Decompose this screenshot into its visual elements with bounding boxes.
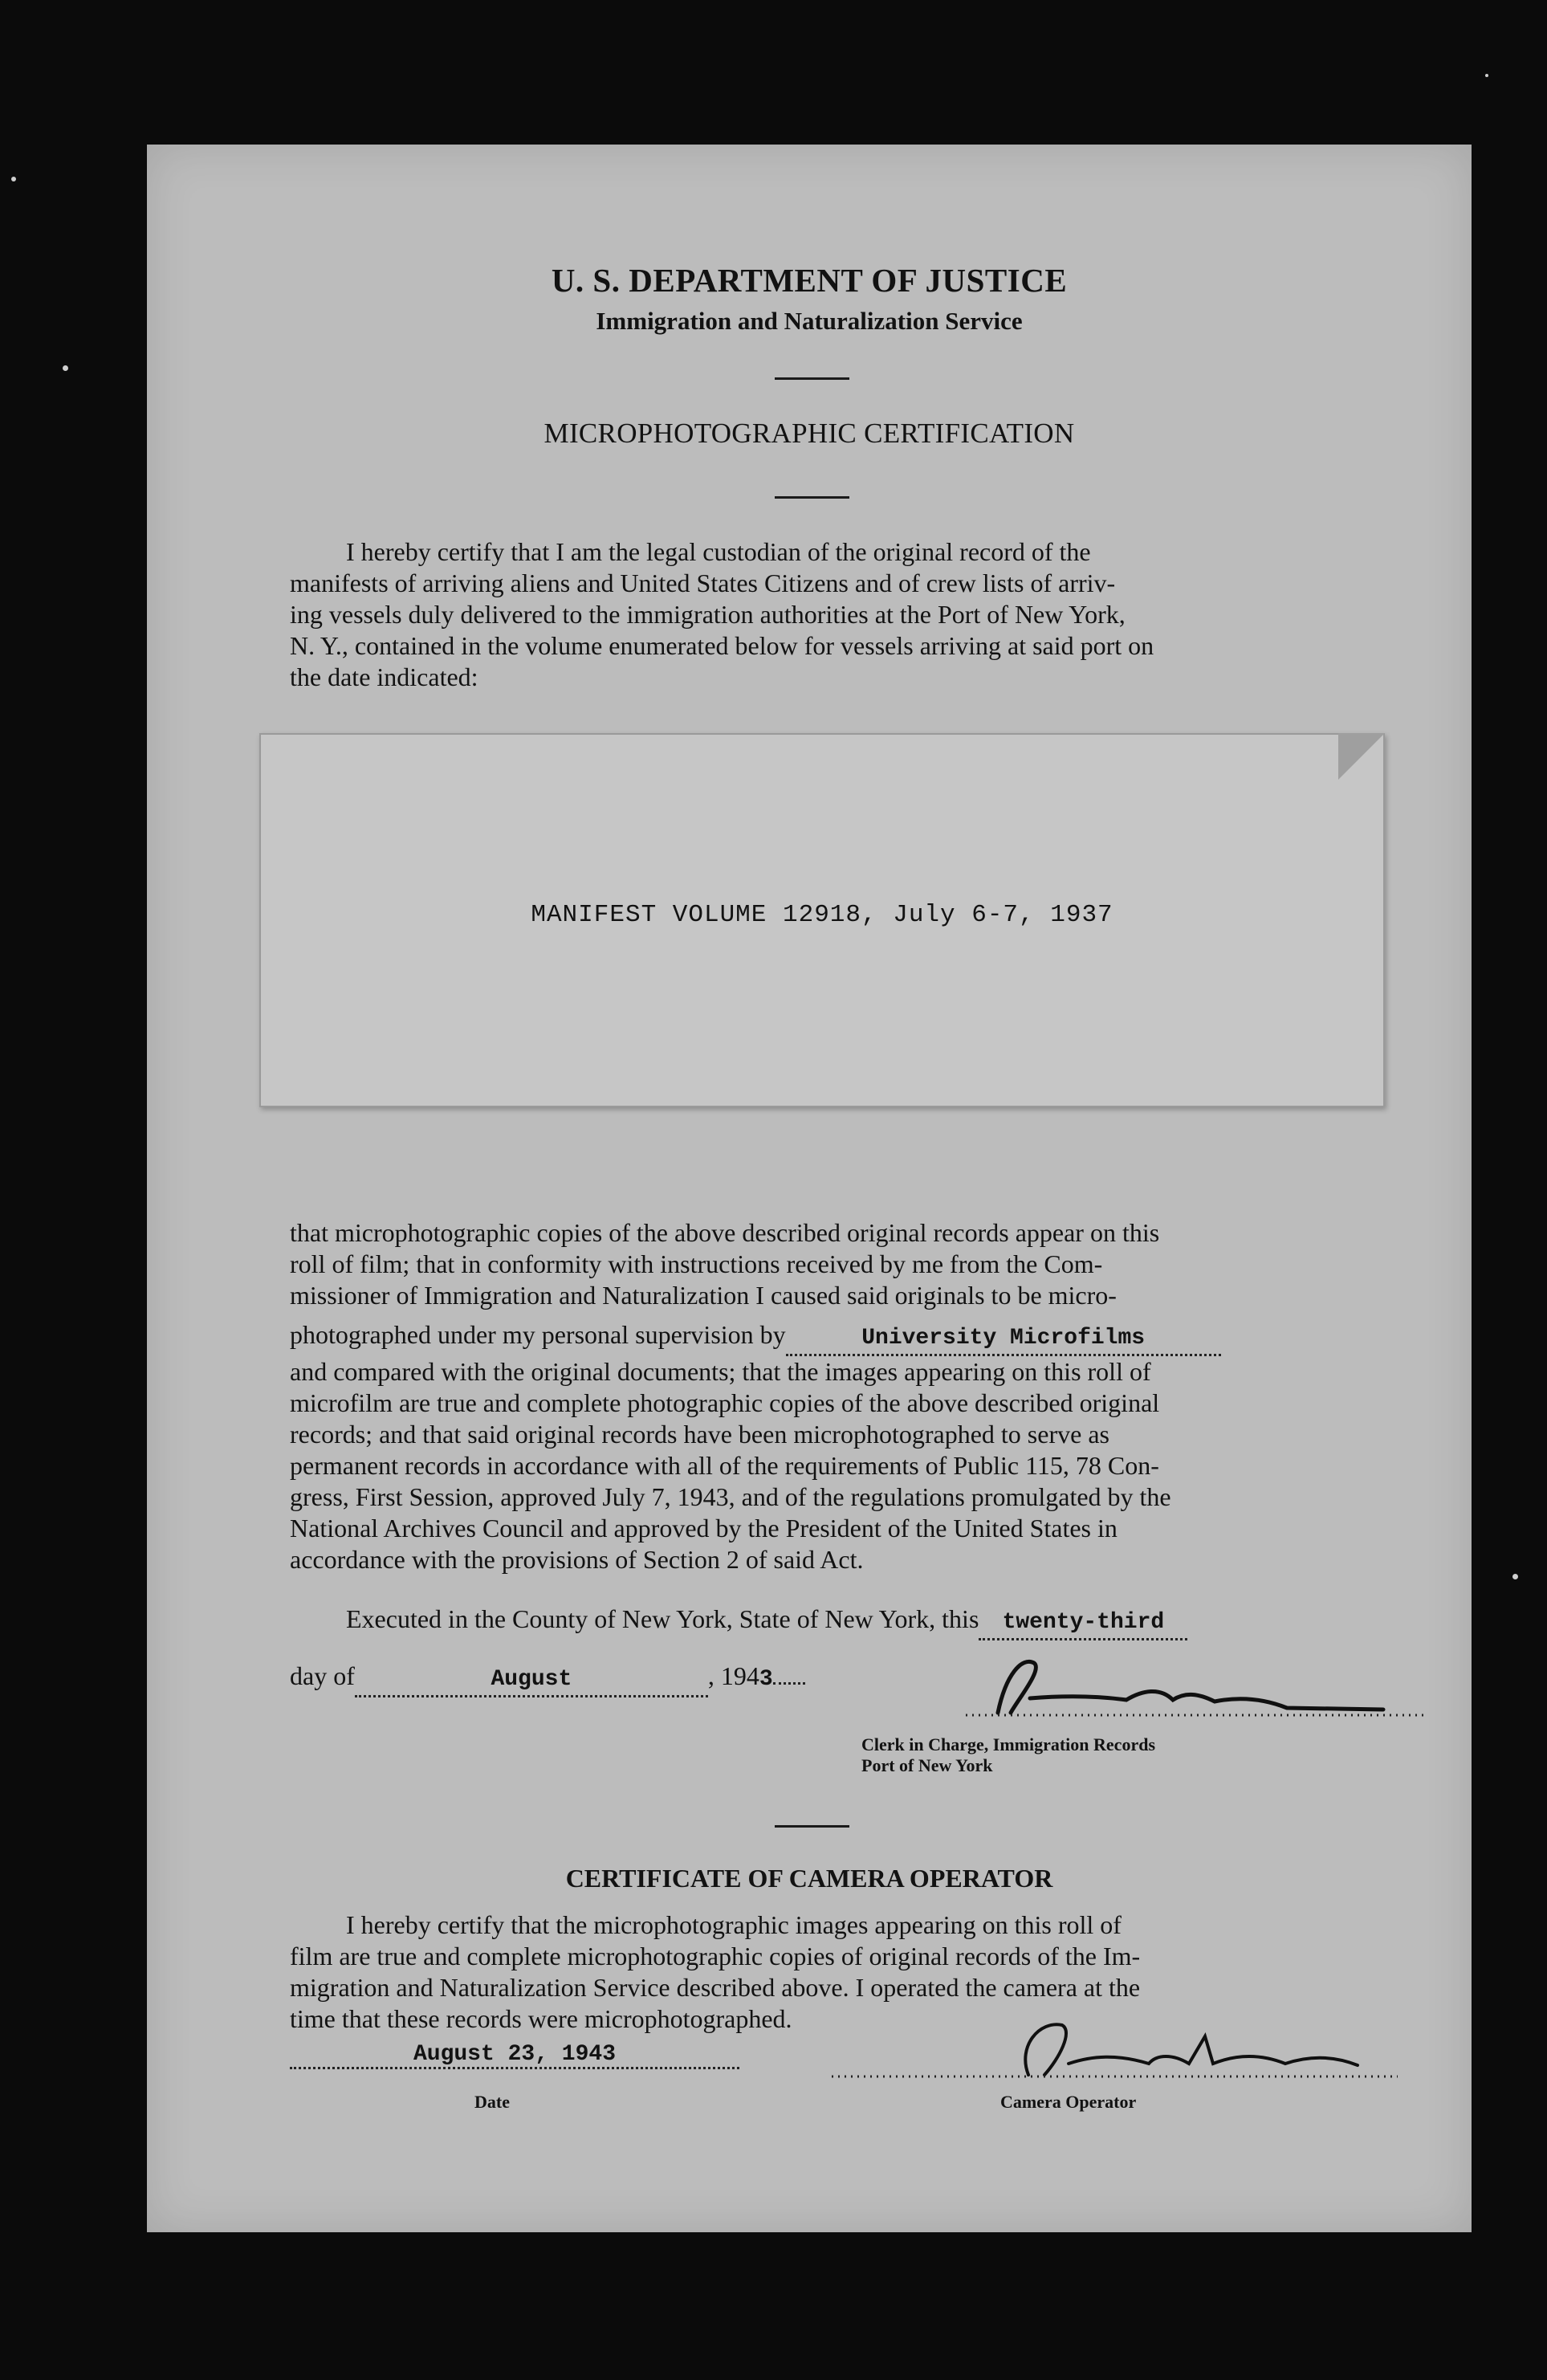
certification-divider — [775, 496, 849, 499]
intro-line: the date indicated: — [290, 662, 478, 691]
year-prefix: , 194 — [707, 1661, 759, 1690]
camera-divider — [775, 1825, 849, 1828]
camera-line: migration and Naturalization Service described above. I operated the camera at the — [290, 1973, 1141, 2002]
folded-corner — [1338, 733, 1385, 780]
photographer-value: University Microfilms — [861, 1326, 1146, 1351]
clerk-signature-title — [861, 1734, 1343, 1776]
body-line: records; and that said original records have been microphotographed to serve as — [290, 1420, 1109, 1449]
certificate-sheet — [147, 145, 1472, 2232]
film-speck — [1485, 74, 1488, 77]
body-line: gress, First Session, approved July 7, 1943, and of the regulations promulgated by the — [290, 1482, 1171, 1511]
intro-line: ing vessels duly delivered to the immigration authorities at the Port of New York, — [290, 600, 1126, 629]
camera-title: CERTIFICATE OF CAMERA OPERATOR — [565, 1864, 1053, 1893]
certification-title: MICROPHOTOGRAPHIC CERTIFICATION — [543, 418, 1075, 449]
film-speck — [63, 365, 68, 371]
service-subtitle: Immigration and Naturalization Service — [596, 307, 1023, 335]
body-line: accordance with the provisions of Section 2 of said Act. — [290, 1545, 864, 1574]
body-line: National Archives Council and approved by the President of the United States in — [290, 1514, 1118, 1543]
month-field — [355, 1664, 708, 1697]
body-paragraph — [290, 1217, 1478, 1575]
body-line: roll of film; that in conformity with instructions received by me from the Com- — [290, 1249, 1103, 1278]
camera-line: time that these records were microphotographed. — [290, 2004, 792, 2033]
year-trail-dots — [773, 1682, 805, 1685]
film-speck — [11, 177, 16, 181]
intro-line: manifests of arriving aliens and United States Citizens and of crew lists of arriv- — [290, 569, 1116, 597]
camera-date-field — [290, 2042, 739, 2069]
camera-operator-signature — [828, 2006, 1406, 2086]
clerk-title-line: Clerk in Charge, Immigration Records — [861, 1734, 1156, 1754]
execution-prefix: Executed in the County of New York, State of New York, this — [346, 1604, 979, 1633]
manifest-insert — [259, 733, 1385, 1107]
execution-day-field — [979, 1607, 1187, 1640]
supervision-line — [290, 1319, 1478, 1356]
month-value: August — [491, 1667, 572, 1692]
department-title: U. S. DEPARTMENT OF JUSTICE — [551, 262, 1068, 299]
body-line: that microphotographic copies of the above described original records appear on this — [290, 1218, 1160, 1247]
header-divider — [775, 377, 849, 380]
photographer-field — [786, 1322, 1221, 1356]
year-digit: 3 — [759, 1667, 773, 1692]
body-line: and compared with the original documents; that the images appearing on this roll of — [290, 1357, 1151, 1386]
film-speck — [1512, 1574, 1518, 1579]
camera-date-value: August 23, 1943 — [413, 2042, 617, 2067]
camera-line: film are true and complete microphotographic copies of original records of the Im- — [290, 1942, 1141, 1970]
camera-operator-label: Camera Operator — [1000, 2092, 1137, 2112]
clerk-port-line: Port of New York — [861, 1755, 993, 1775]
execution-line — [346, 1604, 1478, 1640]
body-line: permanent records in accordance with all of the requirements of Public 115, 78 Con- — [290, 1451, 1159, 1480]
intro-paragraph — [290, 536, 1478, 693]
execution-day-value: twenty-third — [1002, 1610, 1165, 1635]
camera-line: I hereby certify that the microphotographic images appearing on this roll of — [346, 1910, 1122, 1939]
clerk-signature — [861, 1642, 1447, 1730]
camera-date-label: Date — [474, 2092, 510, 2112]
body-line: microfilm are true and complete photographic copies of the above described original — [290, 1388, 1160, 1417]
supervision-prefix: photographed under my personal supervision by — [290, 1320, 786, 1349]
day-of-label: day of — [290, 1661, 355, 1690]
body-line: missioner of Immigration and Naturalization I caused said originals to be micro- — [290, 1281, 1117, 1310]
intro-line: I hereby certify that I am the legal custodian of the original record of the — [346, 537, 1091, 566]
manifest-volume: MANIFEST VOLUME 12918, July 6-7, 1937 — [531, 901, 1113, 929]
intro-line: N. Y., contained in the volume enumerated below for vessels arriving at said port on — [290, 631, 1154, 660]
